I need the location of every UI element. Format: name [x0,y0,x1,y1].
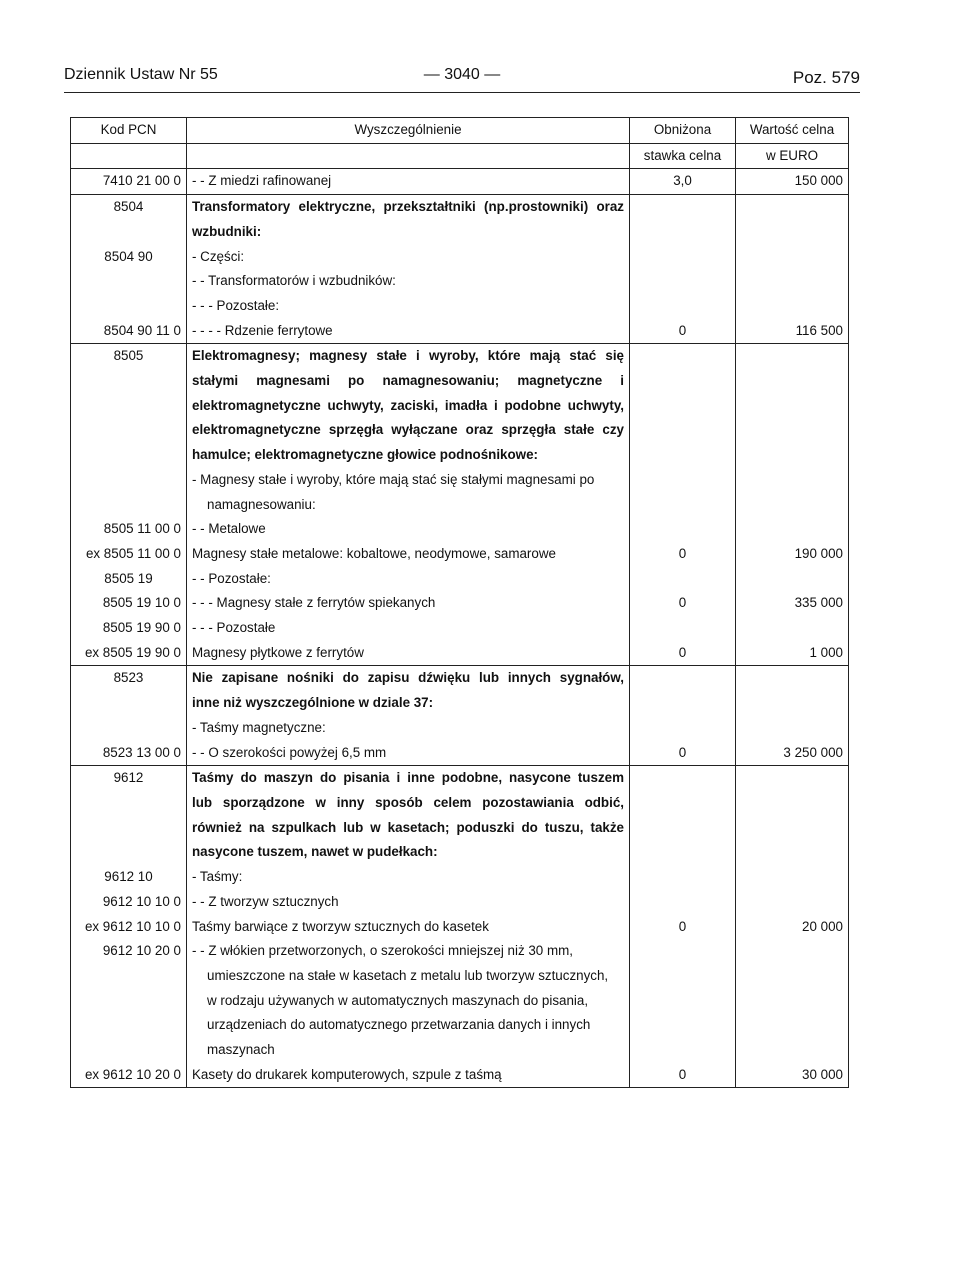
header-rate: Obniżona [630,118,736,144]
customs-value-cell [736,1013,849,1038]
table-row [71,517,849,542]
page-number: — 3040 — [423,66,501,83]
description-cell: - - Metalowe [187,517,630,542]
customs-value-cell [736,493,849,518]
duty-rate-cell [630,394,736,419]
description-cell: - - Z włókien przetworzonych, o szerokości mniejszej niż 30 mm, [187,939,630,964]
pcn-code-cell: 7410 21 00 0 [71,169,187,195]
table-row [71,344,849,369]
table-row [71,443,849,468]
pcn-code-cell: ex 9612 10 10 0 [71,915,187,940]
pcn-code-cell: 8505 19 [71,567,187,592]
customs-value-cell [736,691,849,716]
customs-value-cell [736,468,849,493]
description-cell: maszynach [187,1038,630,1063]
duty-rate-cell: 0 [630,641,736,666]
description-cell: - - O szerokości powyżej 6,5 mm [187,741,630,766]
customs-value-cell: 116 500 [736,319,849,344]
pcn-code-cell [71,791,187,816]
table-row [71,269,849,294]
table-row [71,369,849,394]
pcn-code-cell: ex 8505 19 90 0 [71,641,187,666]
customs-value-cell [736,816,849,841]
description-cell: Magnesy płytkowe z ferrytów [187,641,630,666]
pcn-code-cell [71,1013,187,1038]
table-row [71,840,849,865]
description-cell: namagnesowaniu: [187,493,630,518]
customs-value-cell [736,791,849,816]
customs-value-cell [736,220,849,245]
customs-value-cell [736,890,849,915]
pcn-code-cell [71,220,187,245]
pcn-code-cell [71,369,187,394]
customs-value-cell [736,394,849,419]
description-cell: lub sporządzone w inny sposób celem pozostawiania odbić, [187,791,630,816]
pcn-code-cell: 8505 19 10 0 [71,591,187,616]
pcn-code-cell: ex 8505 11 00 0 [71,542,187,567]
pcn-code-cell: 8504 [71,195,187,220]
customs-value-cell [736,418,849,443]
description-cell: inne niż wyszczególnione w dziale 37: [187,691,630,716]
duty-rate-cell [630,1013,736,1038]
customs-value-cell: 1 000 [736,641,849,666]
duty-rate-cell [630,567,736,592]
pcn-code-cell [71,989,187,1014]
description-cell: w rodzaju używanych w automatycznych maszynach do pisania, [187,989,630,1014]
tariff-table [70,117,849,1088]
pcn-code-cell [71,691,187,716]
description-cell: Magnesy stałe metalowe: kobaltowe, neodymowe, samarowe [187,542,630,567]
pcn-code-cell [71,716,187,741]
customs-value-cell [736,344,849,369]
description-cell: elektromagnetyczne uchwyty, zaciski, imadła i podobne uchwyty, [187,394,630,419]
description-cell: urządzeniach do automatycznego przetwarzania danych i innych [187,1013,630,1038]
customs-value-cell [736,666,849,691]
duty-rate-cell: 0 [630,542,736,567]
duty-rate-cell: 0 [630,915,736,940]
table-row [71,989,849,1014]
duty-rate-cell [630,493,736,518]
pcn-code-cell: ex 9612 10 20 0 [71,1063,187,1088]
table-row [71,716,849,741]
customs-value-cell [736,567,849,592]
pcn-code-cell [71,964,187,989]
duty-rate-cell [630,666,736,691]
description-cell: - - Z miedzi rafinowanej [187,169,630,195]
duty-rate-cell [630,816,736,841]
duty-rate-cell [630,269,736,294]
duty-rate-cell: 0 [630,741,736,766]
description-cell: umieszczone na stałe w kasetach z metalu lub tworzyw sztucznych, [187,964,630,989]
pcn-code-cell: 8523 13 00 0 [71,741,187,766]
pcn-code-cell: 9612 10 [71,865,187,890]
customs-value-cell [736,989,849,1014]
table-row [71,865,849,890]
pcn-code-cell [71,269,187,294]
table-row [71,245,849,270]
table-header-row [71,143,849,169]
customs-value-cell: 150 000 [736,169,849,195]
description-cell: stałymi magnesami po namagnesowaniu; magnetyczne i [187,369,630,394]
pcn-code-cell [71,1038,187,1063]
description-cell: - - - - Rdzenie ferrytowe [187,319,630,344]
table-row [71,964,849,989]
duty-rate-cell [630,716,736,741]
duty-rate-cell [630,989,736,1014]
description-cell: - - Pozostałe: [187,567,630,592]
table-row [71,493,849,518]
table-row [71,468,849,493]
pcn-code-cell: 9612 10 20 0 [71,939,187,964]
table-row [71,169,849,195]
description-cell: - - - Pozostałe: [187,294,630,319]
header-rate-cont: stawka celna [630,143,736,169]
description-cell: - Taśmy: [187,865,630,890]
duty-rate-cell [630,616,736,641]
table-row [71,1063,849,1088]
table-row [71,567,849,592]
table-row [71,741,849,766]
duty-rate-cell [630,468,736,493]
pcn-code-cell [71,294,187,319]
table-body [71,169,849,1088]
table-row [71,641,849,666]
duty-rate-cell [630,791,736,816]
duty-rate-cell: 0 [630,319,736,344]
table-row [71,890,849,915]
header-description-cont [187,143,630,169]
table-row [71,766,849,791]
table-row [71,220,849,245]
pcn-code-cell: 8523 [71,666,187,691]
table-row [71,294,849,319]
table-row [71,418,849,443]
description-cell: hamulce; elektromagnetyczne głowice podnośnikowe: [187,443,630,468]
duty-rate-cell [630,964,736,989]
customs-value-cell [736,616,849,641]
duty-rate-cell [630,245,736,270]
customs-value-cell [736,195,849,220]
description-cell: Transformatory elektryczne, przekształtniki (np.prostowniki) oraz [187,195,630,220]
table-row [71,791,849,816]
customs-value-cell [736,369,849,394]
table-row [71,319,849,344]
duty-rate-cell [630,195,736,220]
table-row [71,542,849,567]
customs-value-cell: 20 000 [736,915,849,940]
pcn-code-cell [71,468,187,493]
pcn-code-cell: 8505 [71,344,187,369]
customs-value-cell [736,840,849,865]
description-cell: - Części: [187,245,630,270]
header-code-cont [71,143,187,169]
pcn-code-cell: 9612 10 10 0 [71,890,187,915]
journal-title: Dziennik Ustaw Nr 55 [64,66,218,83]
customs-value-cell [736,517,849,542]
customs-value-cell [736,294,849,319]
table-row [71,939,849,964]
pcn-code-cell [71,394,187,419]
pcn-code-cell [71,418,187,443]
duty-rate-cell [630,691,736,716]
pcn-code-cell: 8504 90 11 0 [71,319,187,344]
table-row [71,915,849,940]
pcn-code-cell [71,493,187,518]
duty-rate-cell: 0 [630,1063,736,1088]
duty-rate-cell [630,369,736,394]
pcn-code-cell [71,816,187,841]
description-cell: wzbudniki: [187,220,630,245]
table-row [71,816,849,841]
pcn-code-cell [71,443,187,468]
description-cell: - - Transformatorów i wzbudników: [187,269,630,294]
customs-value-cell: 30 000 [736,1063,849,1088]
customs-value-cell [736,443,849,468]
table-row [71,1013,849,1038]
duty-rate-cell: 0 [630,591,736,616]
duty-rate-cell [630,443,736,468]
description-cell: nasycone tuszem, nawet w pudełkach: [187,840,630,865]
header-value-cont: w EURO [736,143,849,169]
customs-value-cell [736,269,849,294]
pcn-code-cell: 8505 11 00 0 [71,517,187,542]
pcn-code-cell: 8504 90 [71,245,187,270]
duty-rate-cell [630,865,736,890]
header-code: Kod PCN [71,118,187,144]
customs-value-cell [736,766,849,791]
description-cell: - - Z tworzyw sztucznych [187,890,630,915]
description-cell: Taśmy barwiące z tworzyw sztucznych do kasetek [187,915,630,940]
duty-rate-cell [630,1038,736,1063]
customs-value-cell [736,716,849,741]
pcn-code-cell [71,840,187,865]
description-cell: - Magnesy stałe i wyroby, które mają stać się stałymi magnesami po [187,468,630,493]
description-cell: - Taśmy magnetyczne: [187,716,630,741]
header-description: Wyszczególnienie [187,118,630,144]
customs-value-cell: 3 250 000 [736,741,849,766]
customs-value-cell [736,964,849,989]
customs-value-cell: 190 000 [736,542,849,567]
description-cell: Nie zapisane nośniki do zapisu dźwięku lub innych sygnałów, [187,666,630,691]
customs-value-cell [736,865,849,890]
table-row [71,1038,849,1063]
duty-rate-cell [630,418,736,443]
customs-value-cell: 335 000 [736,591,849,616]
pcn-code-cell: 9612 [71,766,187,791]
customs-value-cell [736,939,849,964]
customs-value-cell [736,1038,849,1063]
description-cell: elektromagnetyczne sprzęgła wyłączane oraz sprzęgła stałe czy [187,418,630,443]
duty-rate-cell [630,890,736,915]
table-row [71,591,849,616]
duty-rate-cell [630,840,736,865]
description-cell: - - - Pozostałe [187,616,630,641]
position-number: Poz. 579 [792,68,860,87]
description-cell: Kasety do drukarek komputerowych, szpule z taśmą [187,1063,630,1088]
table-row [71,691,849,716]
table-row [71,666,849,691]
customs-value-cell [736,245,849,270]
table-row [71,616,849,641]
page-header [64,66,860,93]
duty-rate-cell [630,294,736,319]
description-cell: Taśmy do maszyn do pisania i inne podobne, nasycone tuszem [187,766,630,791]
table-row [71,394,849,419]
duty-rate-cell [630,939,736,964]
table-row [71,195,849,220]
duty-rate-cell [630,766,736,791]
header-value: Wartość celna [736,118,849,144]
pcn-code-cell: 8505 19 90 0 [71,616,187,641]
description-cell: również na szpulkach lub w kasetach; poduszki do tuszu, także [187,816,630,841]
duty-rate-cell [630,517,736,542]
duty-rate-cell [630,220,736,245]
duty-rate-cell: 3,0 [630,169,736,195]
description-cell: Elektromagnesy; magnesy stałe i wyroby, które mają stać się [187,344,630,369]
table-header-row [71,118,849,144]
description-cell: - - - Magnesy stałe z ferrytów spiekanych [187,591,630,616]
duty-rate-cell [630,344,736,369]
